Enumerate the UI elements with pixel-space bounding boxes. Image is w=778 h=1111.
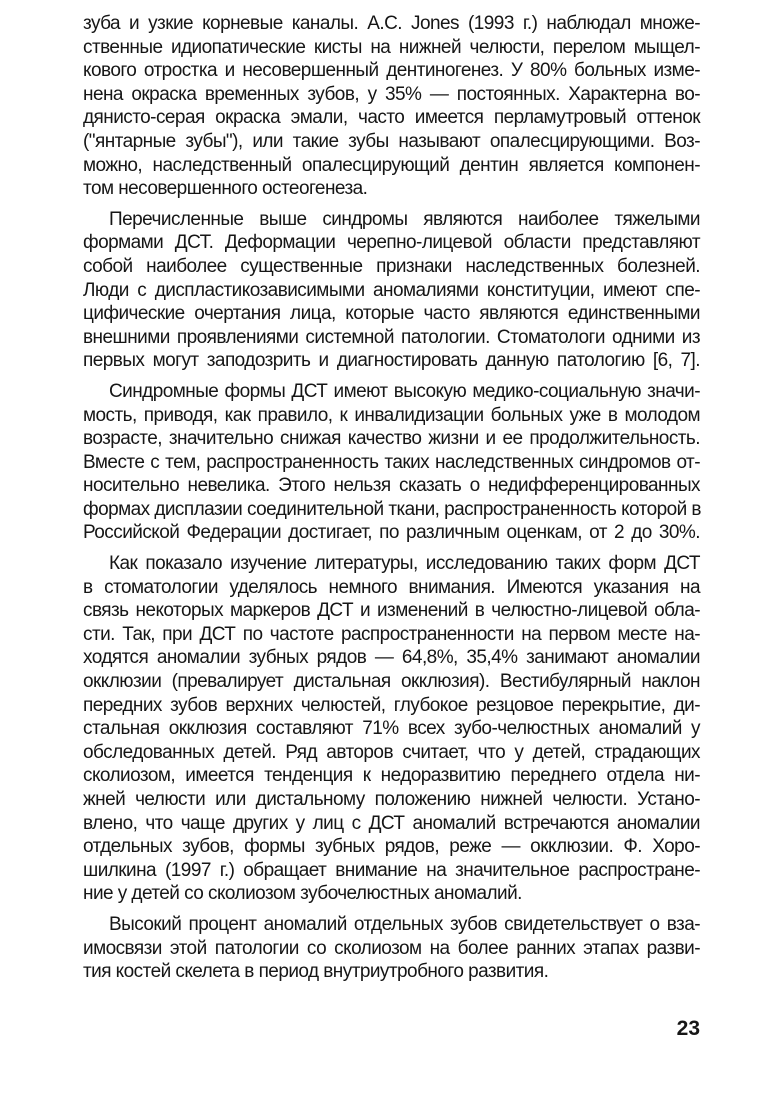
paragraph-4: [83, 552, 700, 906]
text-line: ние у детей со сколиозом зубочелюстных аномалий.: [83, 883, 522, 905]
text-line: Вместе с тем, распространенность таких наследственных синдромов от-: [83, 451, 700, 473]
text-line: Как показало изучение литературы, исследованию таких форм ДСТ: [109, 553, 700, 575]
paragraph-1: [83, 12, 700, 201]
text-line: окклюзии (превалирует дистальная окклюзия). Вестибулярный наклон: [83, 671, 700, 693]
paragraph-2: [83, 208, 700, 373]
text-line: зуба и узкие корневые каналы. А.С. Jones (1993 г.) наблюдал множе-: [83, 13, 700, 34]
text-line: дянисто-серая окраска эмали, часто имеется перламутровый оттенок: [83, 107, 700, 129]
text-line: собой наиболее существенные признаки наследственных болезней.: [83, 255, 700, 277]
text-line: кового отростка и несовершенный дентиногенез. У 80% больных изме-: [83, 60, 700, 82]
text-line: передних зубов верхних челюстей, глубокое резцовое перекрытие, ди-: [83, 694, 700, 716]
text-line: сти. Так, при ДСТ по частоте распространенности на первом месте на-: [83, 623, 700, 645]
text-line: отдельных зубов, формы зубных рядов, реже — окклюзии. Ф. Хоро-: [83, 836, 700, 858]
text-line: Синдромные формы ДСТ имеют высокую медико-социальную значи-: [109, 380, 700, 402]
text-line: мость, приводя, как правило, к инвалидизации больных уже в молодом: [83, 404, 700, 426]
text-line: стальная окклюзия составляют 71% всех зубо-челюстных аномалий у: [83, 718, 700, 740]
document-page: [83, 12, 700, 1092]
paragraph-5: [83, 913, 700, 984]
text-line: формах дисплазии соединительной ткани, распространенность которой в: [83, 498, 701, 520]
text-line: можно, наследственный опалесцирующий дентин является компонен-: [83, 154, 700, 176]
text-line: влено, что чаще других у лиц с ДСТ аномалий встречаются аномалии: [83, 812, 700, 834]
text-line: Российской Федерации достигает, по различным оценкам, от 2 до 30%.: [83, 522, 700, 544]
text-line: сколиозом, имеется тенденция к недоразвитию переднего отдела ни-: [83, 765, 700, 787]
text-line: Перечисленные выше синдромы являются наиболее тяжелыми: [109, 208, 700, 230]
text-line: связь некоторых маркеров ДСТ и изменений в челюстно-лицевой обла-: [83, 600, 700, 622]
text-line: ("янтарные зубы"), или такие зубы называют опалесцирующими. Воз-: [83, 130, 700, 152]
text-line: в стоматологии уделялось немного внимания. Имеются указания на: [83, 576, 700, 598]
paragraph-3: [83, 380, 700, 545]
text-line: жней челюсти или дистальному положению нижней челюсти. Устано-: [83, 789, 700, 810]
text-line: Высокий процент аномалий отдельных зубов свидетельствует о вза-: [109, 913, 700, 935]
text-line: обследованных детей. Ряд авторов считает, что у детей, страдающих: [83, 741, 700, 763]
page-number: 23: [676, 1017, 700, 1040]
text-line: ственные идиопатические кисты на нижней челюсти, перелом мыщел-: [83, 36, 700, 58]
text-line: ходятся аномалии зубных рядов — 64,8%, 35,4% занимают аномалии: [83, 647, 700, 669]
text-line: формами ДСТ. Деформации черепно-лицевой области представляют: [83, 232, 700, 254]
text-line: имосвязи этой патологии со сколиозом на более ранних этапах разви-: [83, 937, 700, 959]
text-line: цифические очертания лица, которые часто являются единственными: [83, 303, 700, 325]
text-line: первых могут заподозрить и диагностировать данную патологию [6, 7].: [83, 350, 700, 372]
text-line: возрасте, значительно снижая качество жизни и ее продолжительность.: [83, 428, 700, 450]
text-line: шилкина (1997 г.) обращает внимание на значительное распростране-: [83, 859, 700, 881]
text-line: тия костей скелета в период внутриутробного развития.: [83, 961, 549, 983]
text-line: внешними проявлениями системной патологии. Стоматологи одними из: [83, 326, 700, 348]
text-line: том несовершенного остеогенеза.: [83, 178, 368, 200]
text-line: носительно невелика. Этого нельзя сказать о недифференцированных: [83, 475, 700, 497]
text-line: Люди с диспластикозависимыми аномалиями конституции, имеют спе-: [83, 279, 700, 301]
text-line: нена окраска временных зубов, у 35% — постоянных. Характерна во-: [83, 83, 700, 105]
